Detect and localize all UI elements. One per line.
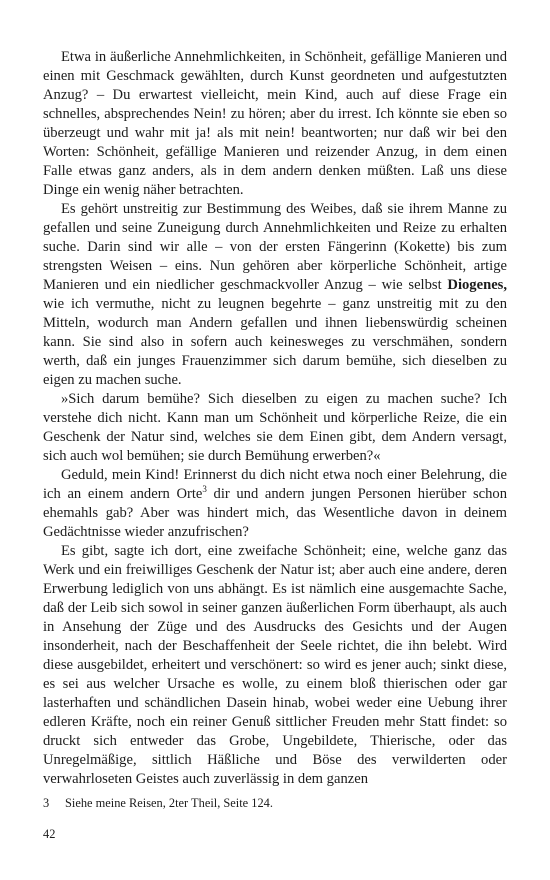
body-text: [43, 48, 507, 789]
text-segment: Es gehört unstreitig zur Bestimmung des Weibes, daß sie ihrem Manne zu gefallen und seine Zuneigung durch Annehmlichkeiten und Reize zu erhalten suche. Darin sind wir alle – von der ersten Fängerinn (Kokette) bis zum strengsten Weisen – eins. Nun gehören aber körperliche Schönheit, artige Manieren und ein niedlicher geschmackvoller Anzug – wie selbst: [43, 201, 507, 293]
footnote-text: Siehe meine Reisen, 2ter Theil, Seite 124.: [65, 796, 273, 810]
footnote-reference: 3: [202, 484, 207, 494]
text-segment: Geduld, mein Kind! Erinnerst du dich nicht etwa noch einer Belehrung, die ich an einem andern Orte: [43, 467, 507, 502]
text-segment: »Sich darum bemühe? Sich dieselben zu eigen zu machen suche? Ich verstehe dich nicht. Kann man um Schönheit und körperliche Reize, die ein Geschenk der Natur sind, welches sie dem Einen gibt, dem Andern versagt, sich auch wol bemühen; sie durch Bemühung erwerben?«: [43, 391, 507, 464]
paragraph: [43, 542, 507, 789]
paragraph: [43, 390, 507, 466]
bold-name: Diogenes,: [447, 277, 507, 293]
text-segment: wie ich vermuthe, nicht zu leugnen begehrte – ganz unstreitig mit zu den Mitteln, wodurch man Andern gefallen und ihnen liebenswürdig scheinen kann. Sie sind also in sofern auch keinesweges zu verschmähen, sondern werth, daß ein junges Frauenzimmer sich darum bemühe, sich dieselben zu eigen zu machen suche.: [43, 296, 507, 388]
text-segment: dir und andern jungen Personen hierüber schon ehemahls gab? Aber was hindert mich, das Wesentliche davon in deinem Gedächtnisse wieder anzufrischen?: [43, 486, 507, 540]
footnote: [43, 795, 507, 811]
text-segment: Es gibt, sagte ich dort, eine zweifache Schönheit; eine, welche ganz das Werk und ein freiwilliges Geschenk der Natur ist; aber auch eine andere, deren Erwerbung lediglich von uns abhängt. Es ist nämlich eine ausgemachte Sache, daß der Leib sich sowol in seiner ganzen äußerlichen Form überhaupt, als auch in Ansehung der Züge und des Ausdrucks des Gesichts und der Augen insonderheit, nach der Beschaffenheit der Seele richtet, die ihn belebt. Wird diese ausgebildet, erheitert und verschönert: so wird es jener auch; sinkt diese, es sei aus welcher Ursache es wolle, zu einem bloß thierischen oder gar lasterhaften und schändlichen Dasein hinab, wobei weder eine Uebung ihrer edleren Kräfte, noch ein reiner Genuß sittlicher Freuden mehr Statt findet: so druckt sich entweder das Grobe, Ungebildete, Thierische, oder das Unregelmäßige, sittlich Häßliche und Böse des verwilderten oder verwahrloseten Geistes auch zuverlässig in dem ganzen: [43, 543, 507, 787]
page-number: 42: [43, 827, 56, 841]
paragraph: [43, 200, 507, 390]
paragraph: [43, 48, 507, 200]
text-segment: Etwa in äußerliche Annehmlichkeiten, in Schönheit, gefällige Manieren und einen mit Geschmack gewählten, durch Kunst geordneten und aufgestutzten Anzug? – Du erwartest vielleicht, mein Kind, auch auf diese Frage ein schnelles, absprechendes Nein! zu hören; aber du irrest. Ich könnte sie eben so überzeugt und wahr mit ja! als mit nein! beantworten; nur daß wir bei den Worten: Schönheit, gefällige Manieren und reizender Anzug, in dem einen Falle etwas ganz anders, als in dem andern denken müßten. Laß uns diese Dinge ein wenig näher betrachten.: [43, 49, 507, 198]
footnote-number: 3: [43, 796, 50, 810]
paragraph: [43, 466, 507, 542]
